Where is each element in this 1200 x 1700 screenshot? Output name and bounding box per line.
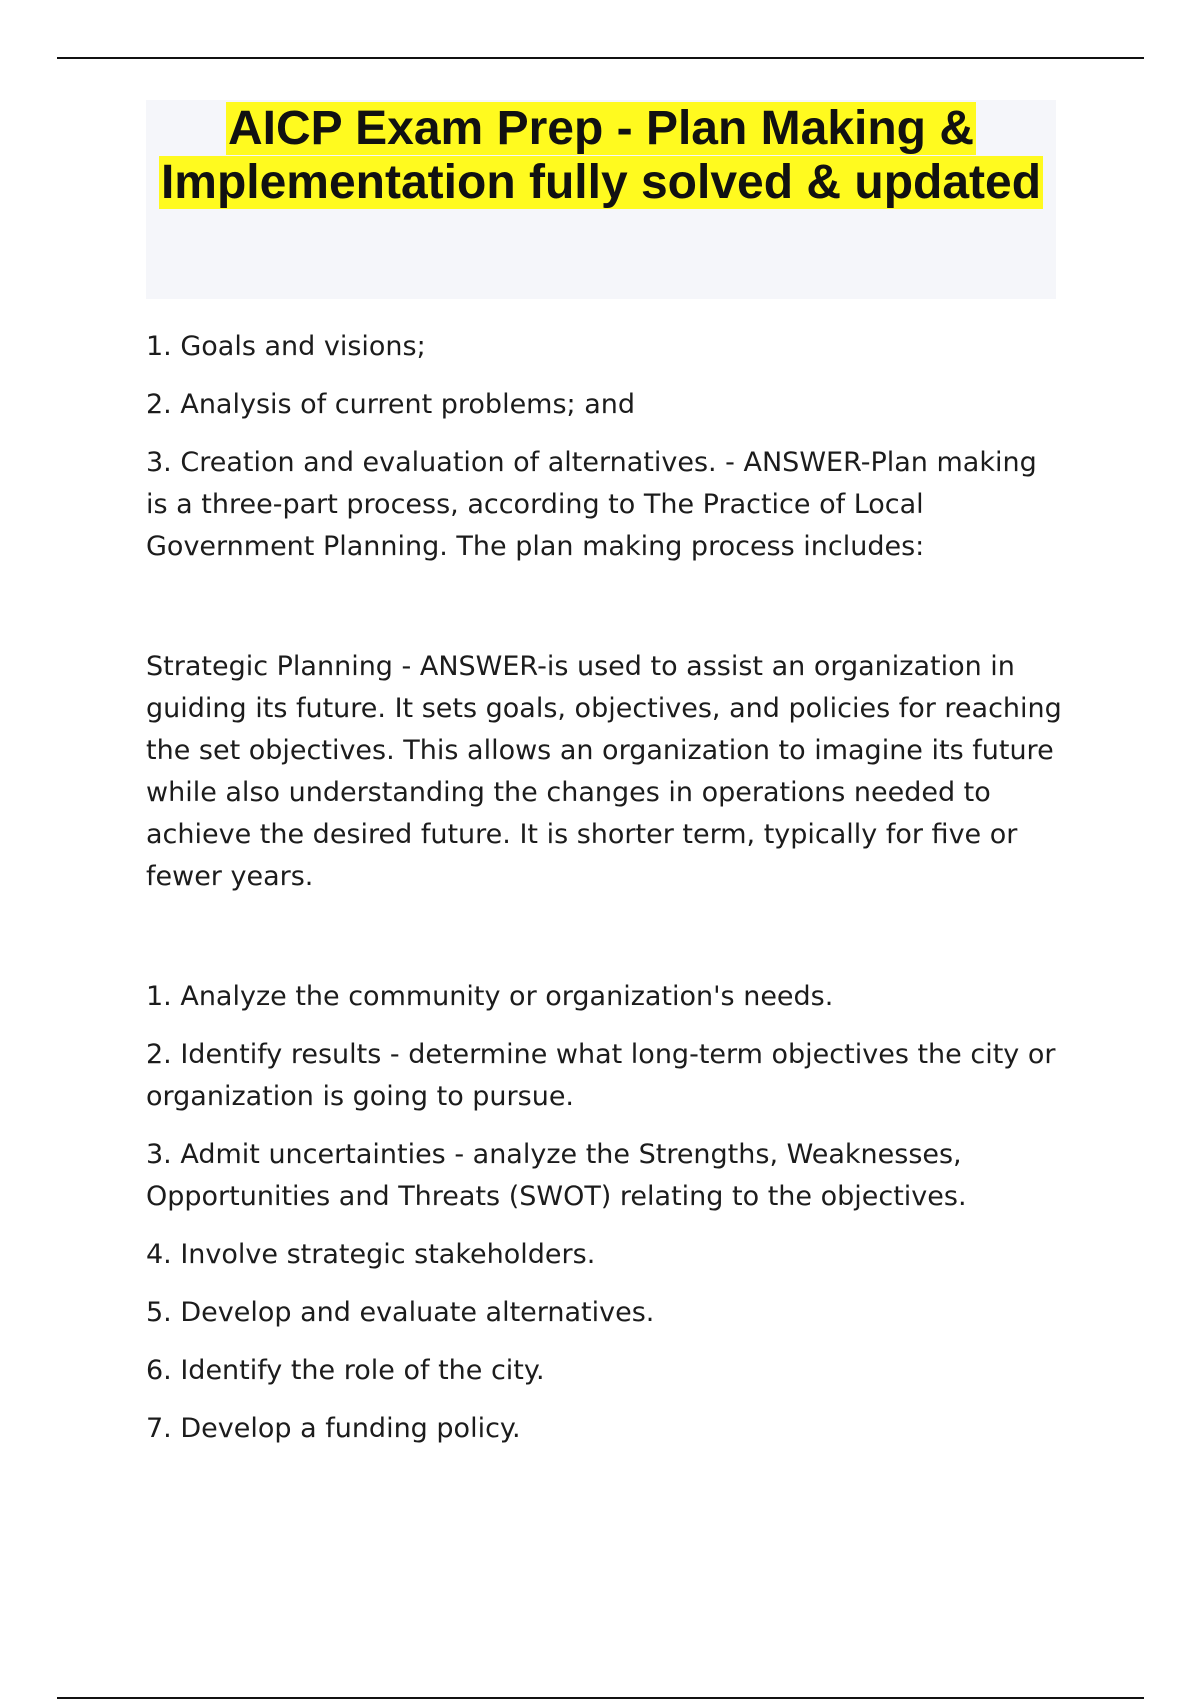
title-line-1: AICP Exam Prep - Plan Making &	[228, 102, 974, 155]
strategic-step-6: 6. Identify the role of the city.	[146, 1355, 545, 1386]
title-banner	[146, 100, 1056, 299]
strategic-step-5: 5. Develop and evaluate alternatives.	[146, 1297, 655, 1328]
strategic-step-2: 2. Identify results - determine what long-term objectives the city or organization is going to pursue.	[146, 1039, 1056, 1112]
strategic-step-7: 7. Develop a funding policy.	[146, 1413, 521, 1444]
strategic-step-1: 1. Analyze the community or organization's needs.	[146, 981, 834, 1012]
plan-step-3-answer: 3. Creation and evaluation of alternatives. - ANSWER-Plan making is a three-part process, according to The Practice of Local Government Planning. The plan making process includes:	[146, 447, 1037, 562]
strategic-planning-answer: Strategic Planning - ANSWER-is used to assist an organization in guiding its future. It sets goals, objectives, and policies for reaching the set objectives. This allows an organization to imagine its future while also understanding the changes in operations needed to achieve the desired future. It is shorter term, typically for five or fewer years.	[146, 651, 1062, 892]
strategic-step-4: 4. Involve strategic stakeholders.	[146, 1239, 596, 1270]
title-line-2: Implementation fully solved & updated	[160, 156, 1042, 209]
strategic-step-3: 3. Admit uncertainties - analyze the Strengths, Weaknesses, Opportunities and Threats (SWOT) relating to the objectives.	[146, 1139, 967, 1212]
top-divider	[57, 57, 1144, 59]
document-title	[146, 100, 1056, 210]
plan-step-2: 2. Analysis of current problems; and	[146, 389, 636, 420]
bottom-divider	[57, 1697, 1144, 1699]
document-body	[146, 326, 1066, 1466]
plan-step-1: 1. Goals and visions;	[146, 331, 426, 362]
